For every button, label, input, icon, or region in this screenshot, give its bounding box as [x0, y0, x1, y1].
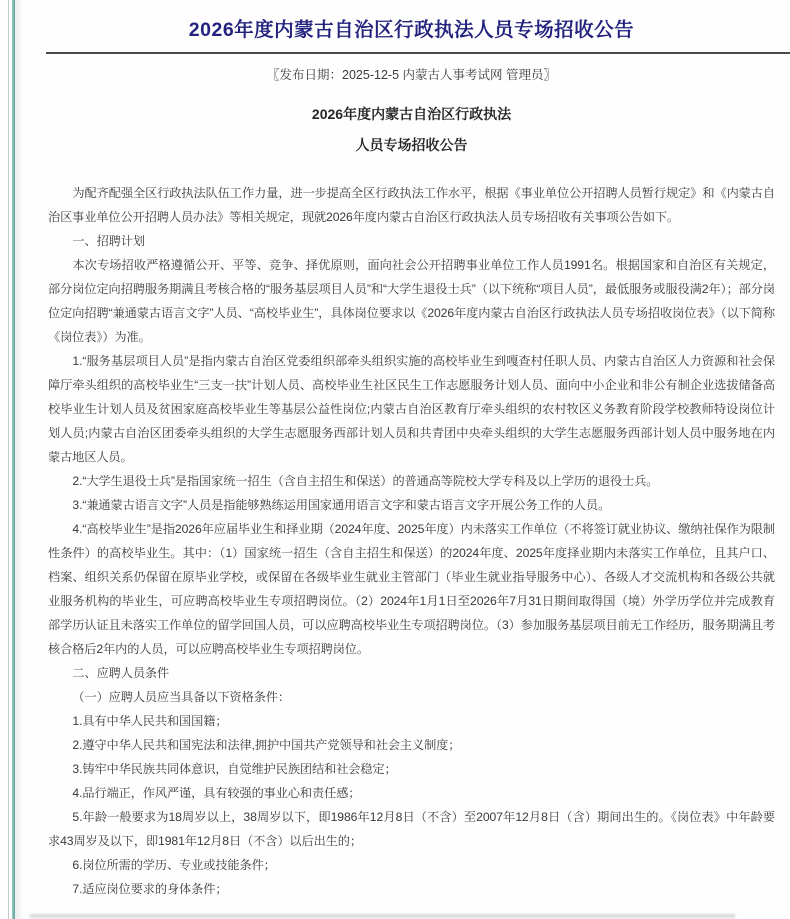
body-paragraph: 2.“大学生退役士兵”是指国家统一招生（含自主招生和保送）的普通高等院校大学专科及以上学历的退役士兵。	[72, 474, 659, 488]
document-content	[24, 0, 790, 919]
body-paragraph: 二、应聘人员条件	[72, 666, 170, 680]
doc-title-line2: 人员专场招收公告	[355, 137, 468, 153]
body-paragraph: 1.“服务基层项目人员”是指内蒙古自治区党委组织部牵头组织实施的高校毕业生到嘎查村任职人员、内蒙古自治区人力资源和社会保障厅牵头组织的高校毕业生“三支一扶”计划人员、高校毕业生社区民生工作志愿服务计划人员、面向中小企业和非公有制企业选拔储备高校毕业生计划人员及贫困家庭高校毕业生等基层公益性岗位;内蒙古自治区教育厅牵头组织的农村牧区义务教育阶段学校教师特设岗位计划人员;内蒙古自治区团委牵头组织的大学生志愿服务西部计划人员和共青团中央牵头组织的大学生志愿服务西部计划人员中服务地在内蒙古地区人员。	[48, 354, 775, 464]
publish-meta-line: 〖发布日期：2025-12-5 内蒙古人事考试网 管理员〗	[267, 68, 556, 82]
body-paragraph: 3.铸牢中华民族共同体意识，自觉维护民族团结和社会稳定；	[72, 762, 397, 776]
body-paragraph: 5.年龄一般要求为18周岁以上，38周岁以下，即1986年12月8日（不含）至2007年12月8日（含）期间出生的。《岗位表》中年龄要求43周岁及以下，即1981年12月8日（不含）以后出生的；	[48, 810, 775, 848]
body-paragraph: 1.具有中华人民共和国国籍；	[72, 714, 228, 728]
body-paragraph: 4.品行端正，作风严谨，具有较强的事业心和责任感；	[72, 786, 361, 800]
body-paragraph: 2.遵守中华人民共和国宪法和法律,拥护中国共产党领导和社会主义制度；	[72, 738, 461, 752]
body-paragraph: 本次专场招收严格遵循公开、平等、竞争、择优原则，面向社会公开招聘事业单位工作人员1991名。根据国家和自治区有关规定，部分岗位定向招聘服务期满且考核合格的“服务基层项目人员”和“大学生退役士兵”（以下统称“项目人员”，最低服务或服役满2年）；部分岗位定向招聘“兼通蒙古语言文字”人员、“高校毕业生”，具体岗位要求以《2026年度内蒙古自治区行政执法人员专场招收岗位表》（以下简称《岗位表》）为准。	[48, 258, 775, 344]
body-paragraph: 为配齐配强全区行政执法队伍工作力量，进一步提高全区行政执法工作水平，根据《事业单位公开招聘人员暂行规定》和《内蒙古自治区事业单位公开招聘人员办法》等相关规定，现就2026年度内蒙古自治区行政执法人员专场招收有关事项公告如下。	[48, 186, 775, 224]
body-paragraph: 4.“高校毕业生”是指2026年应届毕业生和择业期（2024年度、2025年度）内未落实工作单位（不将签订就业协议、缴纳社保作为限制性条件）的高校毕业生。其中：（1）国家统一招生（含自主招生和保送）的2024年度、2025年度择业期内未落实工作单位，且其户口、档案、组织关系仍保留在原毕业学校，或保留在各级毕业生就业主管部门（毕业生就业指导服务中心）、各级人才交流机构和各级公共就业服务机构的毕业生，可应聘高校毕业生专项招聘岗位。（2）2024年1月1日至2026年7月31日期间取得国（境）外学历学位并完成教育部学历认证且未落实工作单位的留学回国人员，可以应聘高校毕业生专项招聘岗位。（3）参加服务基层项目前无工作经历，服务期满且考核合格后2年内的人员，可以应聘高校毕业生专项招聘岗位。	[48, 522, 775, 656]
bottom-cutoff-artifact	[30, 914, 735, 918]
left-gray-line	[8, 0, 9, 919]
page-title: 2026年度内蒙古自治区行政执法人员专场招收公告	[188, 19, 635, 41]
body-paragraph: 6.岗位所需的学历、专业或技能条件；	[72, 858, 276, 872]
body-paragraph: 7.适应岗位要求的身体条件；	[72, 882, 228, 896]
body-paragraph: 3.“兼通蒙古语言文字”人员是指能够熟练运用国家通用语言文字和蒙古语言文字开展公务工作的人员。	[72, 498, 611, 512]
doc-title-line1: 2026年度内蒙古自治区行政执法	[311, 106, 512, 122]
body-paragraphs	[48, 181, 775, 901]
header-divider	[46, 52, 790, 54]
body-paragraph: （一）应聘人员应当具备以下资格条件：	[72, 690, 290, 704]
body-paragraph: 一、招聘计划	[72, 234, 145, 248]
left-shade	[15, 0, 24, 919]
